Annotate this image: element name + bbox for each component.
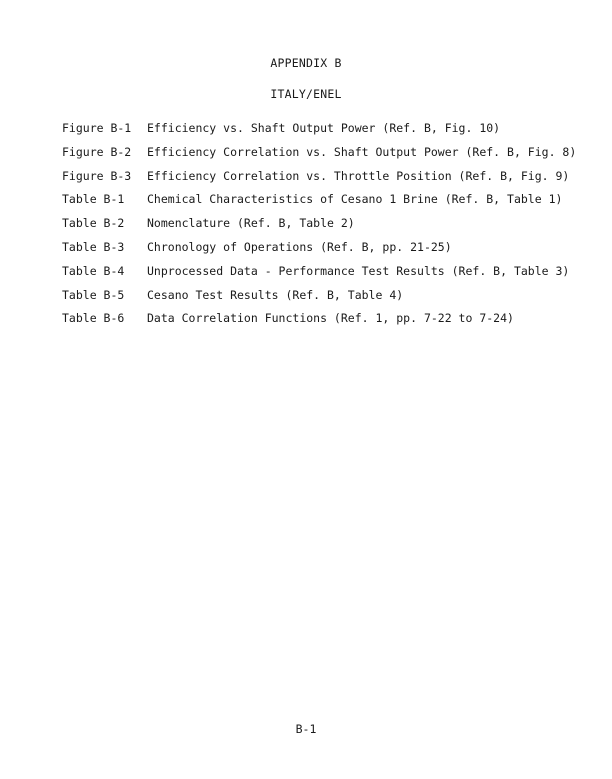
- item-description: Data Correlation Functions (Ref. 1, pp. 7-22 to 7-24): [147, 311, 514, 326]
- list-item: [62, 117, 582, 141]
- item-description: Efficiency Correlation vs. Shaft Output Power (Ref. B, Fig. 8): [147, 144, 577, 159]
- item-reference: Table B-4: [62, 263, 125, 278]
- item-description: Cesano Test Results (Ref. B, Table 4): [147, 287, 404, 302]
- list-item: [62, 236, 582, 260]
- item-description: Nomenclature (Ref. B, Table 2): [147, 216, 355, 231]
- item-description: Chronology of Operations (Ref. B, pp. 21-25): [147, 239, 452, 254]
- list-item: [62, 212, 582, 236]
- item-reference: Table B-6: [62, 311, 125, 326]
- item-reference: Table B-1: [62, 192, 125, 207]
- item-description: Chemical Characteristics of Cesano 1 Brine (Ref. B, Table 1): [147, 192, 563, 207]
- list-item: [62, 307, 582, 331]
- list-item: [62, 260, 582, 284]
- appendix-subtitle: ITALY/ENEL: [270, 87, 342, 101]
- item-reference: Table B-2: [62, 216, 125, 231]
- list-item: [62, 141, 582, 165]
- appendix-title: APPENDIX B: [270, 56, 342, 70]
- list-item: [62, 284, 582, 308]
- item-description: Efficiency vs. Shaft Output Power (Ref. B, Fig. 10): [147, 121, 501, 135]
- page-number: B-1: [295, 722, 317, 736]
- item-description: Unprocessed Data - Performance Test Results (Ref. B, Table 3): [147, 263, 570, 278]
- item-reference: Figure B-3: [62, 168, 132, 183]
- item-description: Efficiency Correlation vs. Throttle Position (Ref. B, Fig. 9): [147, 168, 570, 183]
- item-reference: Figure B-1: [62, 121, 132, 135]
- item-reference: Table B-3: [62, 239, 125, 254]
- list-item: [62, 165, 582, 189]
- item-reference: Table B-5: [62, 287, 125, 302]
- list-item: [62, 188, 582, 212]
- item-reference: Figure B-2: [62, 144, 132, 159]
- contents-list: [62, 117, 582, 331]
